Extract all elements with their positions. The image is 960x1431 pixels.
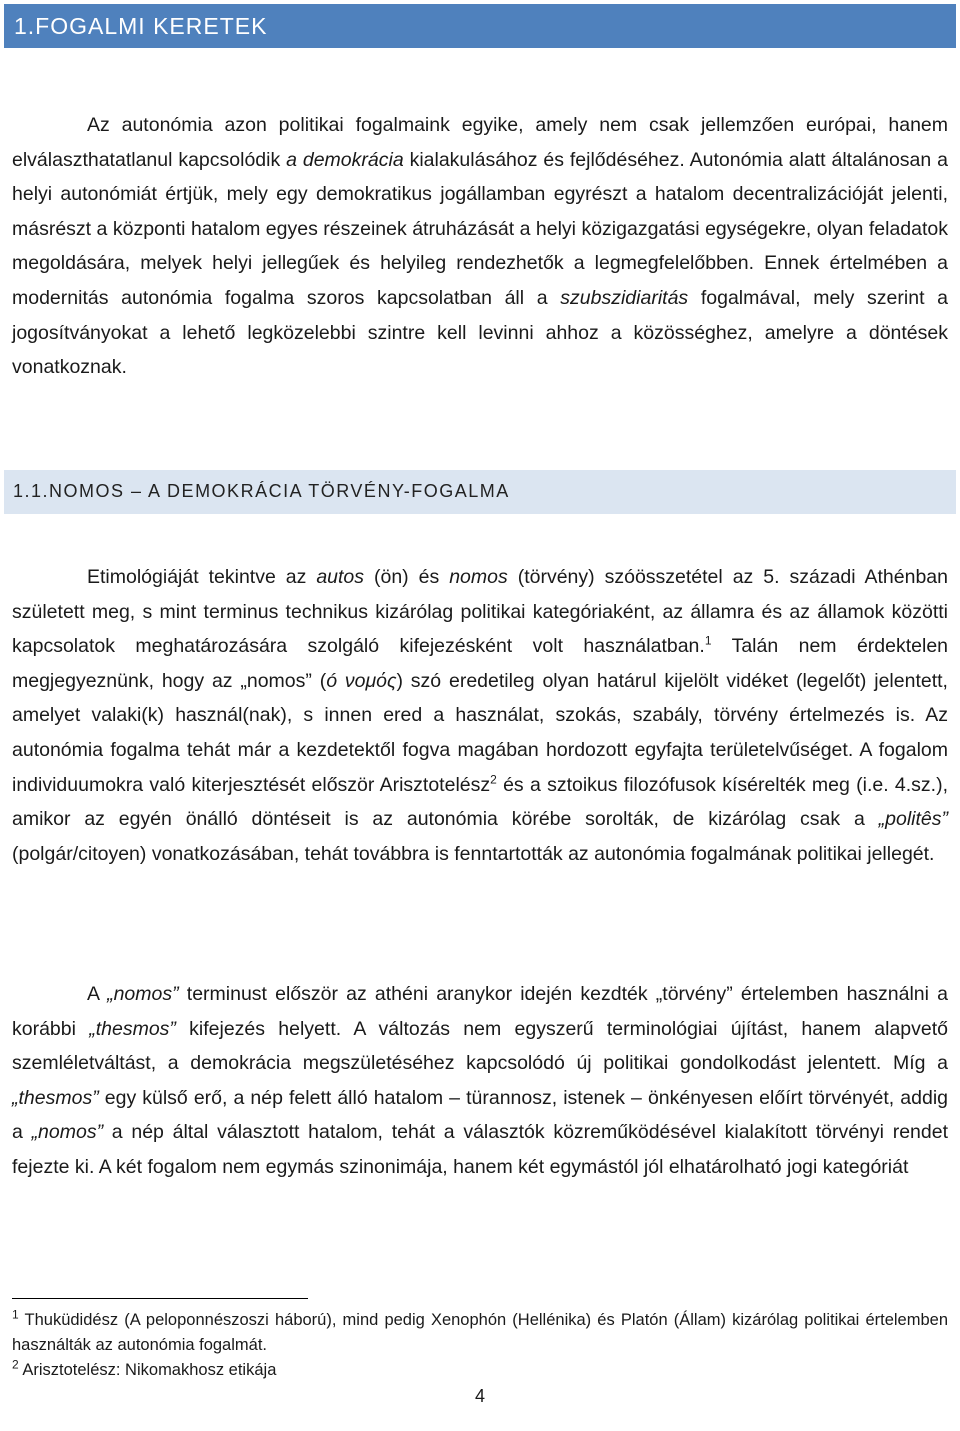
paragraph-2 xyxy=(12,560,948,871)
italic-term: nomos xyxy=(449,566,508,588)
footnote-ref-1[interactable]: 1 xyxy=(704,633,712,648)
footnote-1 xyxy=(12,1308,948,1358)
footnote-text: Arisztotelész: Nikomakhosz etikája xyxy=(18,1361,277,1379)
text-run: A xyxy=(87,983,108,1005)
italic-term: autos xyxy=(316,566,365,588)
text-run: kifejezés helyett. A változás nem egyszerű terminológiai újítást, hanem alapvető szemléletváltást, a demokrácia megszületéséhez kapcsolódó új politikai gondolkodást jelentett. Míg a xyxy=(12,1017,948,1075)
italic-term: a demokrácia xyxy=(286,148,404,171)
text-run: Etimológiáját tekintve az xyxy=(87,566,317,588)
italic-term: „politês” xyxy=(878,808,948,831)
footnote-ref-2[interactable]: 2 xyxy=(490,772,497,787)
text-run: Az autonómia azon politikai fogalmaink egyike, amely nem csak jellemzően európai, hanem elválaszthatatlanul kapcsolódik xyxy=(12,114,948,171)
paragraph-1 xyxy=(12,108,948,385)
text-run: terminust először az athéni aranykor idején kezdték „törvény” értelemben használni a korábbi xyxy=(12,983,948,1040)
footnote-2 xyxy=(12,1358,948,1383)
text-run: ) szó eredetileg olyan határul kijelölt vidéket (legelőt) jelentett, amelyet valaki(k) használ(nak), s innen ered a használat, szokás, szabály, törvény értelmezés is. Az autonómia fogalma tehát már a kezdetektől fogva magában hordozott egyfajta területelvűséget. A fogalom individuumokra való kiterjesztését először Arisztotelész xyxy=(12,669,948,796)
italic-term: szubszidiaritás xyxy=(560,286,689,309)
text-run: és a sztoikus filozófusok kísérelték meg (i.e. 4.sz.), amikor az egyén önálló döntéseit is az autonómia körébe sorolták, de kizárólag csak a xyxy=(12,773,948,831)
footnote-number: 1 xyxy=(12,1307,19,1322)
text-run: a nép által választott hatalom, tehát a választók közreműködésével kialakított törvényi rendet fejezte ki. A két fogalom nem egymás szinonimája, hanem két egymástól jól elhatárolható jogi kategóriát xyxy=(12,1121,948,1178)
text-run: (polgár/citoyen) vonatkozásában, tehát továbbra is fenntartották az autonómia fogalmának politikai jellegét. xyxy=(12,842,935,865)
page-number: 4 xyxy=(474,1386,485,1406)
text-run: (ön) és xyxy=(364,566,450,588)
italic-term: „nomos” xyxy=(31,1121,104,1144)
section-heading: 1.1.NOMOS – A DEMOKRÁCIA TÖRVÉNY-FOGALMA xyxy=(4,470,956,514)
footnote-text: Thuküdidész (A peloponnészoszi háború), mind pedig Xenophón (Hellénika) és Platón (Állam) kizárólag politikai értelemben használták az autonómia fogalmát. xyxy=(12,1311,948,1354)
chapter-heading: 1.FOGALMI KERETEK xyxy=(4,4,956,48)
footnote-separator xyxy=(12,1298,308,1299)
italic-term: „nomos” xyxy=(107,983,179,1005)
text-run: Talán nem érdektelen megjegyeznünk, hogy az „nomos” ( xyxy=(12,635,949,692)
italic-term: „thesmos” xyxy=(12,1086,99,1109)
text-run: (törvény) szóösszetétel az 5. századi Athénban született meg, s mint terminus technikus kizárólag politikai kategóriaként, az államra és az államok közötti kapcsolatok meghatározására szolgáló kifejezésként volt használatban. xyxy=(12,566,948,658)
footnote-number: 2 xyxy=(12,1357,19,1372)
text-run: egy külső erő, a nép felett álló hatalom – türannosz, istenek – önkényesen előírt törvényét, addig a xyxy=(12,1086,948,1144)
text-run: kialakulásához és fejlődéséhez. Autonómia alatt általánosan a helyi autonómiát értjük, mely egy demokratikus jogállamban egyrészt a hatalom decentralizációját jelenti, másrészt a központi hatalom egyes részeinek átruházását a helyi közigazgatási egységekre, olyan feladatok megoldására, melyek helyi jellegűek és helyileg rendezhetők a legmegfelelőbben. Ennek értelmében a modernitás autonómia fogalma szoros kapcsolatban áll a xyxy=(12,148,948,309)
italic-term: „thesmos” xyxy=(89,1017,176,1040)
italic-term: ó νομός xyxy=(326,669,397,692)
paragraph-3 xyxy=(12,977,948,1185)
text-run: fogalmával, mely szerint a jogosítványokat a lehető legközelebbi szintre kell levinni ahhoz a közösséghez, amelyre a döntések vonatkoznak. xyxy=(12,286,949,379)
footnotes xyxy=(12,1308,948,1383)
